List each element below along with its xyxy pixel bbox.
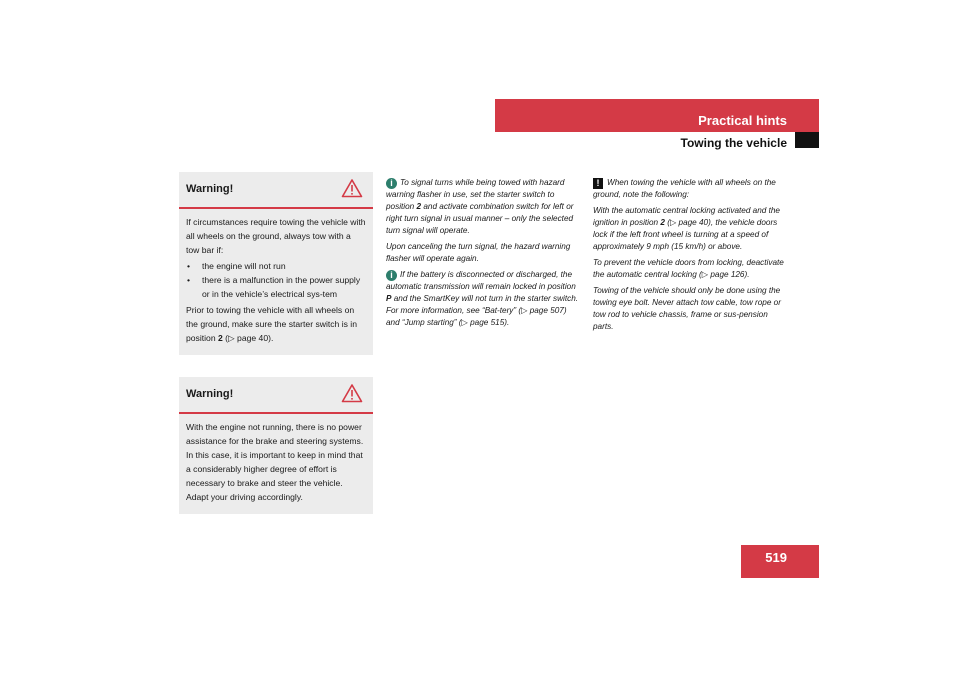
warning-header: [179, 377, 373, 414]
right-column: [593, 177, 789, 337]
warning-title: Warning!: [186, 183, 234, 195]
section-title: Practical hints: [698, 113, 787, 128]
warning-bullet-list: [186, 259, 366, 301]
caution-paragraph: Towing of the vehicle should only be done using the towing eye bolt. Never attach tow cable, tow rope or tow rod to vehicle chassis, frame or sus-pension parts.: [593, 286, 781, 331]
list-item: • there is a malfunction in the power supply or in the vehicle’s electrical sys-tem: [186, 273, 366, 301]
info-note-2: i If the battery is disconnected or discharged, the automatic transmission will remain locked in position P and the SmartKey will not turn in the starter switch. For more information, see “Bat-tery” (▷ page 507) and “Jump starting” (▷ page 515).: [386, 270, 579, 327]
list-item: • the engine will not run: [186, 259, 366, 273]
caution-paragraph: With the automatic central locking activated and the ignition in position 2 (▷ page 40), the vehicle doors lock if the left front wheel is turning at a speed of approximately 9 mph (15 km/h) or above.: [593, 206, 780, 251]
caution-note: ! When towing the vehicle with all wheels on the ground, note the following:: [593, 178, 776, 199]
info-note-1-continued: Upon canceling the turn signal, the hazard warning flasher will operate again.: [386, 242, 571, 263]
warning-body: With the engine not running, there is no power assistance for the brake and steering systems. In this case, it is important to keep in mind that a considerably higher degree of effort is necessary to brake and steer the vehicle. Adapt your driving accordingly.: [186, 422, 364, 502]
warning-triangle-icon: [341, 178, 363, 198]
warning-box-2: [179, 377, 373, 514]
caution-paragraph: To prevent the vehicle doors from locking, deactivate the automatic central locking (▷ page 126).: [593, 258, 784, 279]
page-subtitle: Towing the vehicle: [680, 136, 787, 150]
page-number: 519: [765, 550, 787, 565]
warning-header: [179, 172, 373, 209]
black-tab: [795, 132, 819, 148]
info-icon: i: [386, 178, 397, 189]
warning-outro: Prior to towing the vehicle with all wheels on the ground, make sure the starter switch is in position 2 (▷ page 40).: [186, 305, 357, 343]
exclamation-icon: !: [593, 178, 603, 189]
warning-box-1: [179, 172, 373, 355]
info-icon: i: [386, 270, 397, 281]
warning-title: Warning!: [186, 388, 234, 400]
info-note-1: i To signal turns while being towed with hazard warning flasher in use, set the starter switch to position 2 and activate combination switch for left or right turn signal in usual manner – only the selected turn signal will operate.: [386, 178, 574, 235]
warning-intro: If circumstances require towing the vehicle with all wheels on the ground, always tow with a tow bar if:: [186, 217, 366, 255]
middle-column: [386, 177, 580, 333]
warning-triangle-icon: [341, 383, 363, 403]
